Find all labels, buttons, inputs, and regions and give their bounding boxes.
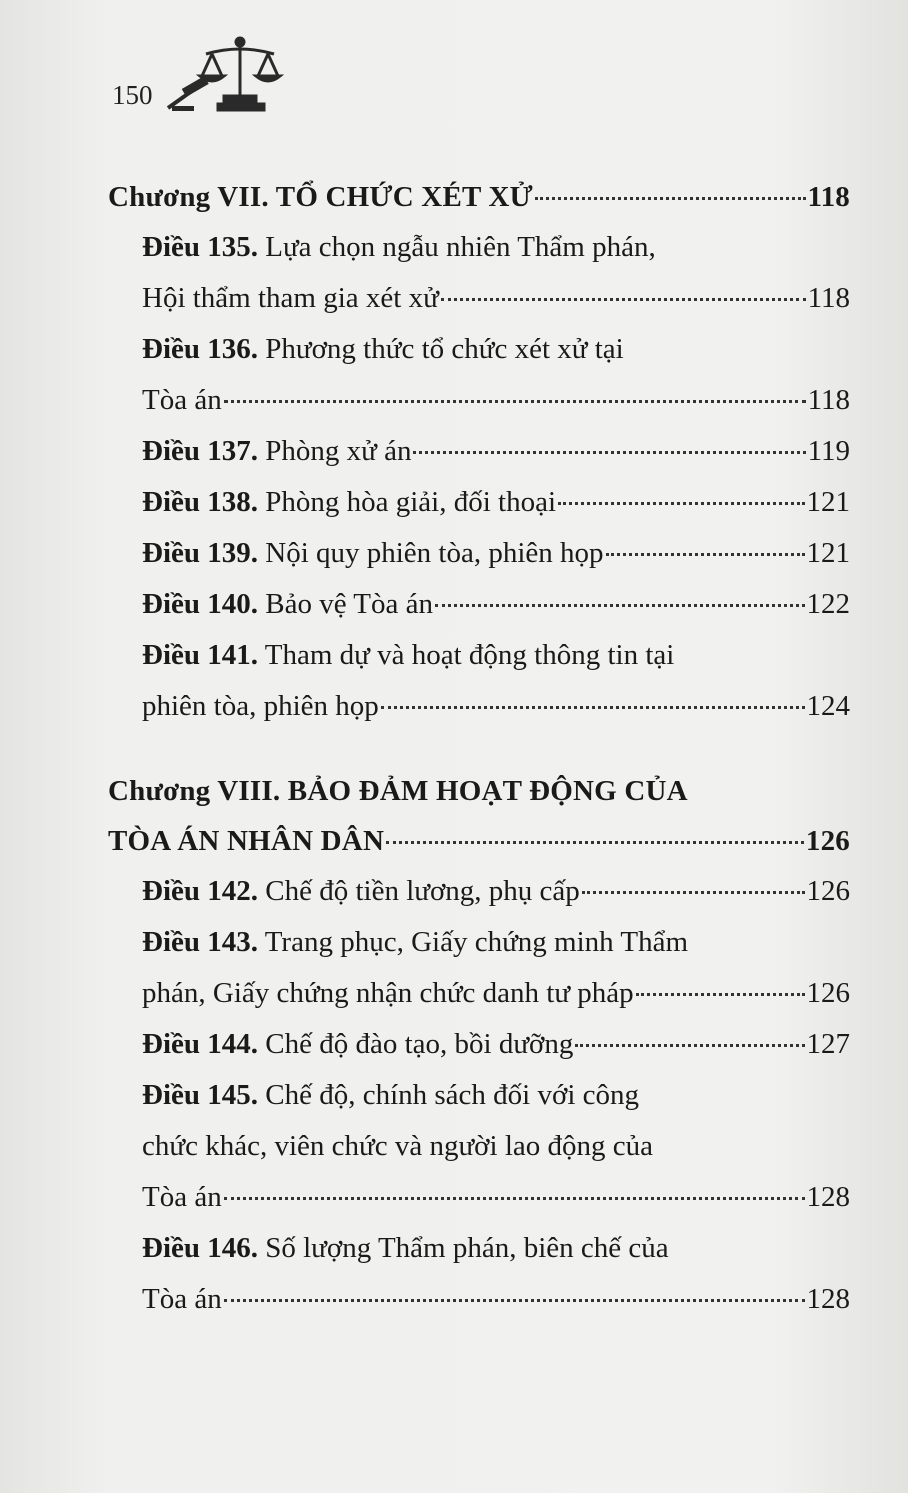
article-label: Điều 142. (142, 875, 258, 907)
leader-dots (606, 553, 805, 556)
toc-entry (108, 1223, 850, 1325)
toc-entry (108, 324, 850, 426)
article-page: 121 (806, 486, 850, 518)
leader-dots (224, 400, 806, 403)
article-label: Điều 145. (142, 1079, 258, 1111)
article-page: 119 (807, 435, 850, 467)
article-page: 118 (807, 384, 850, 416)
article-label: Điều 140. (142, 588, 258, 620)
article-title: Lựa chọn ngẫu nhiên Thẩm phán, (265, 231, 656, 263)
article-title: Phòng xử án (265, 435, 412, 467)
article-page: 118 (807, 282, 850, 314)
leader-dots (381, 706, 805, 709)
article-title: Tham dự và hoạt động thông tin tại (264, 639, 675, 671)
toc-entry (108, 1070, 850, 1223)
article-title: Trang phục, Giấy chứng minh Thẩm (264, 926, 689, 958)
leader-dots (413, 451, 805, 454)
article-page: 122 (806, 588, 850, 620)
article-title: Chế độ, chính sách đối với công (265, 1079, 639, 1111)
article-label: Điều 143. (142, 926, 258, 958)
toc-entry (108, 477, 850, 528)
article-page: 128 (806, 1181, 850, 1213)
article-title-cont: phán, Giấy chứng nhận chức danh tư pháp (142, 977, 634, 1009)
leader-dots (575, 1044, 804, 1047)
article-page: 124 (806, 690, 850, 722)
article-page: 126 (806, 875, 850, 907)
article-label: Điều 138. (142, 486, 258, 518)
toc-entry (108, 866, 850, 917)
article-label: Điều 146. (142, 1232, 258, 1264)
leader-dots (386, 841, 804, 844)
leader-dots (535, 197, 806, 200)
article-label: Điều 144. (142, 1028, 258, 1060)
article-label: Điều 139. (142, 537, 258, 569)
toc-entry (108, 528, 850, 579)
leader-dots (224, 1299, 805, 1302)
chapter-page: 126 (805, 825, 850, 857)
article-title: Chế độ đào tạo, bồi dưỡng (265, 1028, 574, 1060)
article-title: Phương thức tổ chức xét xử tại (265, 333, 624, 365)
toc-entry (108, 1019, 850, 1070)
article-title-cont: Tòa án (142, 1283, 222, 1315)
article-title-cont: Tòa án (142, 1181, 222, 1213)
article-title: Phòng hòa giải, đối thoại (265, 486, 557, 518)
article-page: 121 (806, 537, 850, 569)
article-title-cont: Hội thẩm tham gia xét xử (142, 282, 439, 314)
leader-dots (558, 502, 804, 505)
leader-dots (636, 993, 805, 996)
article-page: 128 (806, 1283, 850, 1315)
leader-dots (435, 604, 804, 607)
page-header (112, 34, 412, 124)
article-title: Bảo vệ Tòa án (265, 588, 434, 620)
article-title: Số lượng Thẩm phán, biên chế của (265, 1232, 669, 1264)
article-label: Điều 141. (142, 639, 258, 671)
chapter-title: Chương VII. TỔ CHỨC XÉT XỬ (108, 181, 533, 213)
chapter-heading (108, 172, 850, 222)
leader-dots (224, 1197, 805, 1200)
article-title-cont: phiên tòa, phiên họp (142, 690, 379, 722)
toc-entry (108, 426, 850, 477)
toc-entry (108, 630, 850, 732)
article-label: Điều 135. (142, 231, 258, 263)
article-title: Nội quy phiên tòa, phiên họp (265, 537, 604, 569)
chapter-title-cont: TÒA ÁN NHÂN DÂN (108, 825, 385, 857)
toc-entry (108, 917, 850, 1019)
table-of-contents (108, 172, 850, 1325)
article-title-cont: Tòa án (142, 384, 222, 416)
article-title-cont: chức khác, viên chức và người lao động của (142, 1130, 653, 1162)
article-label: Điều 136. (142, 333, 258, 365)
toc-entry (108, 579, 850, 630)
article-title: Chế độ tiền lương, phụ cấp (265, 875, 580, 907)
chapter-page: 118 (807, 181, 850, 213)
leader-dots (582, 891, 805, 894)
page-number: 150 (112, 80, 153, 110)
chapter-title: Chương VIII. BẢO ĐẢM HOẠT ĐỘNG CỦA (108, 775, 688, 807)
leader-dots (441, 298, 806, 301)
chapter-heading (108, 766, 850, 866)
scales-of-justice-gavel-icon (162, 34, 292, 114)
toc-entry (108, 222, 850, 324)
article-page: 126 (806, 977, 850, 1009)
article-label: Điều 137. (142, 435, 258, 467)
article-page: 127 (806, 1028, 850, 1060)
